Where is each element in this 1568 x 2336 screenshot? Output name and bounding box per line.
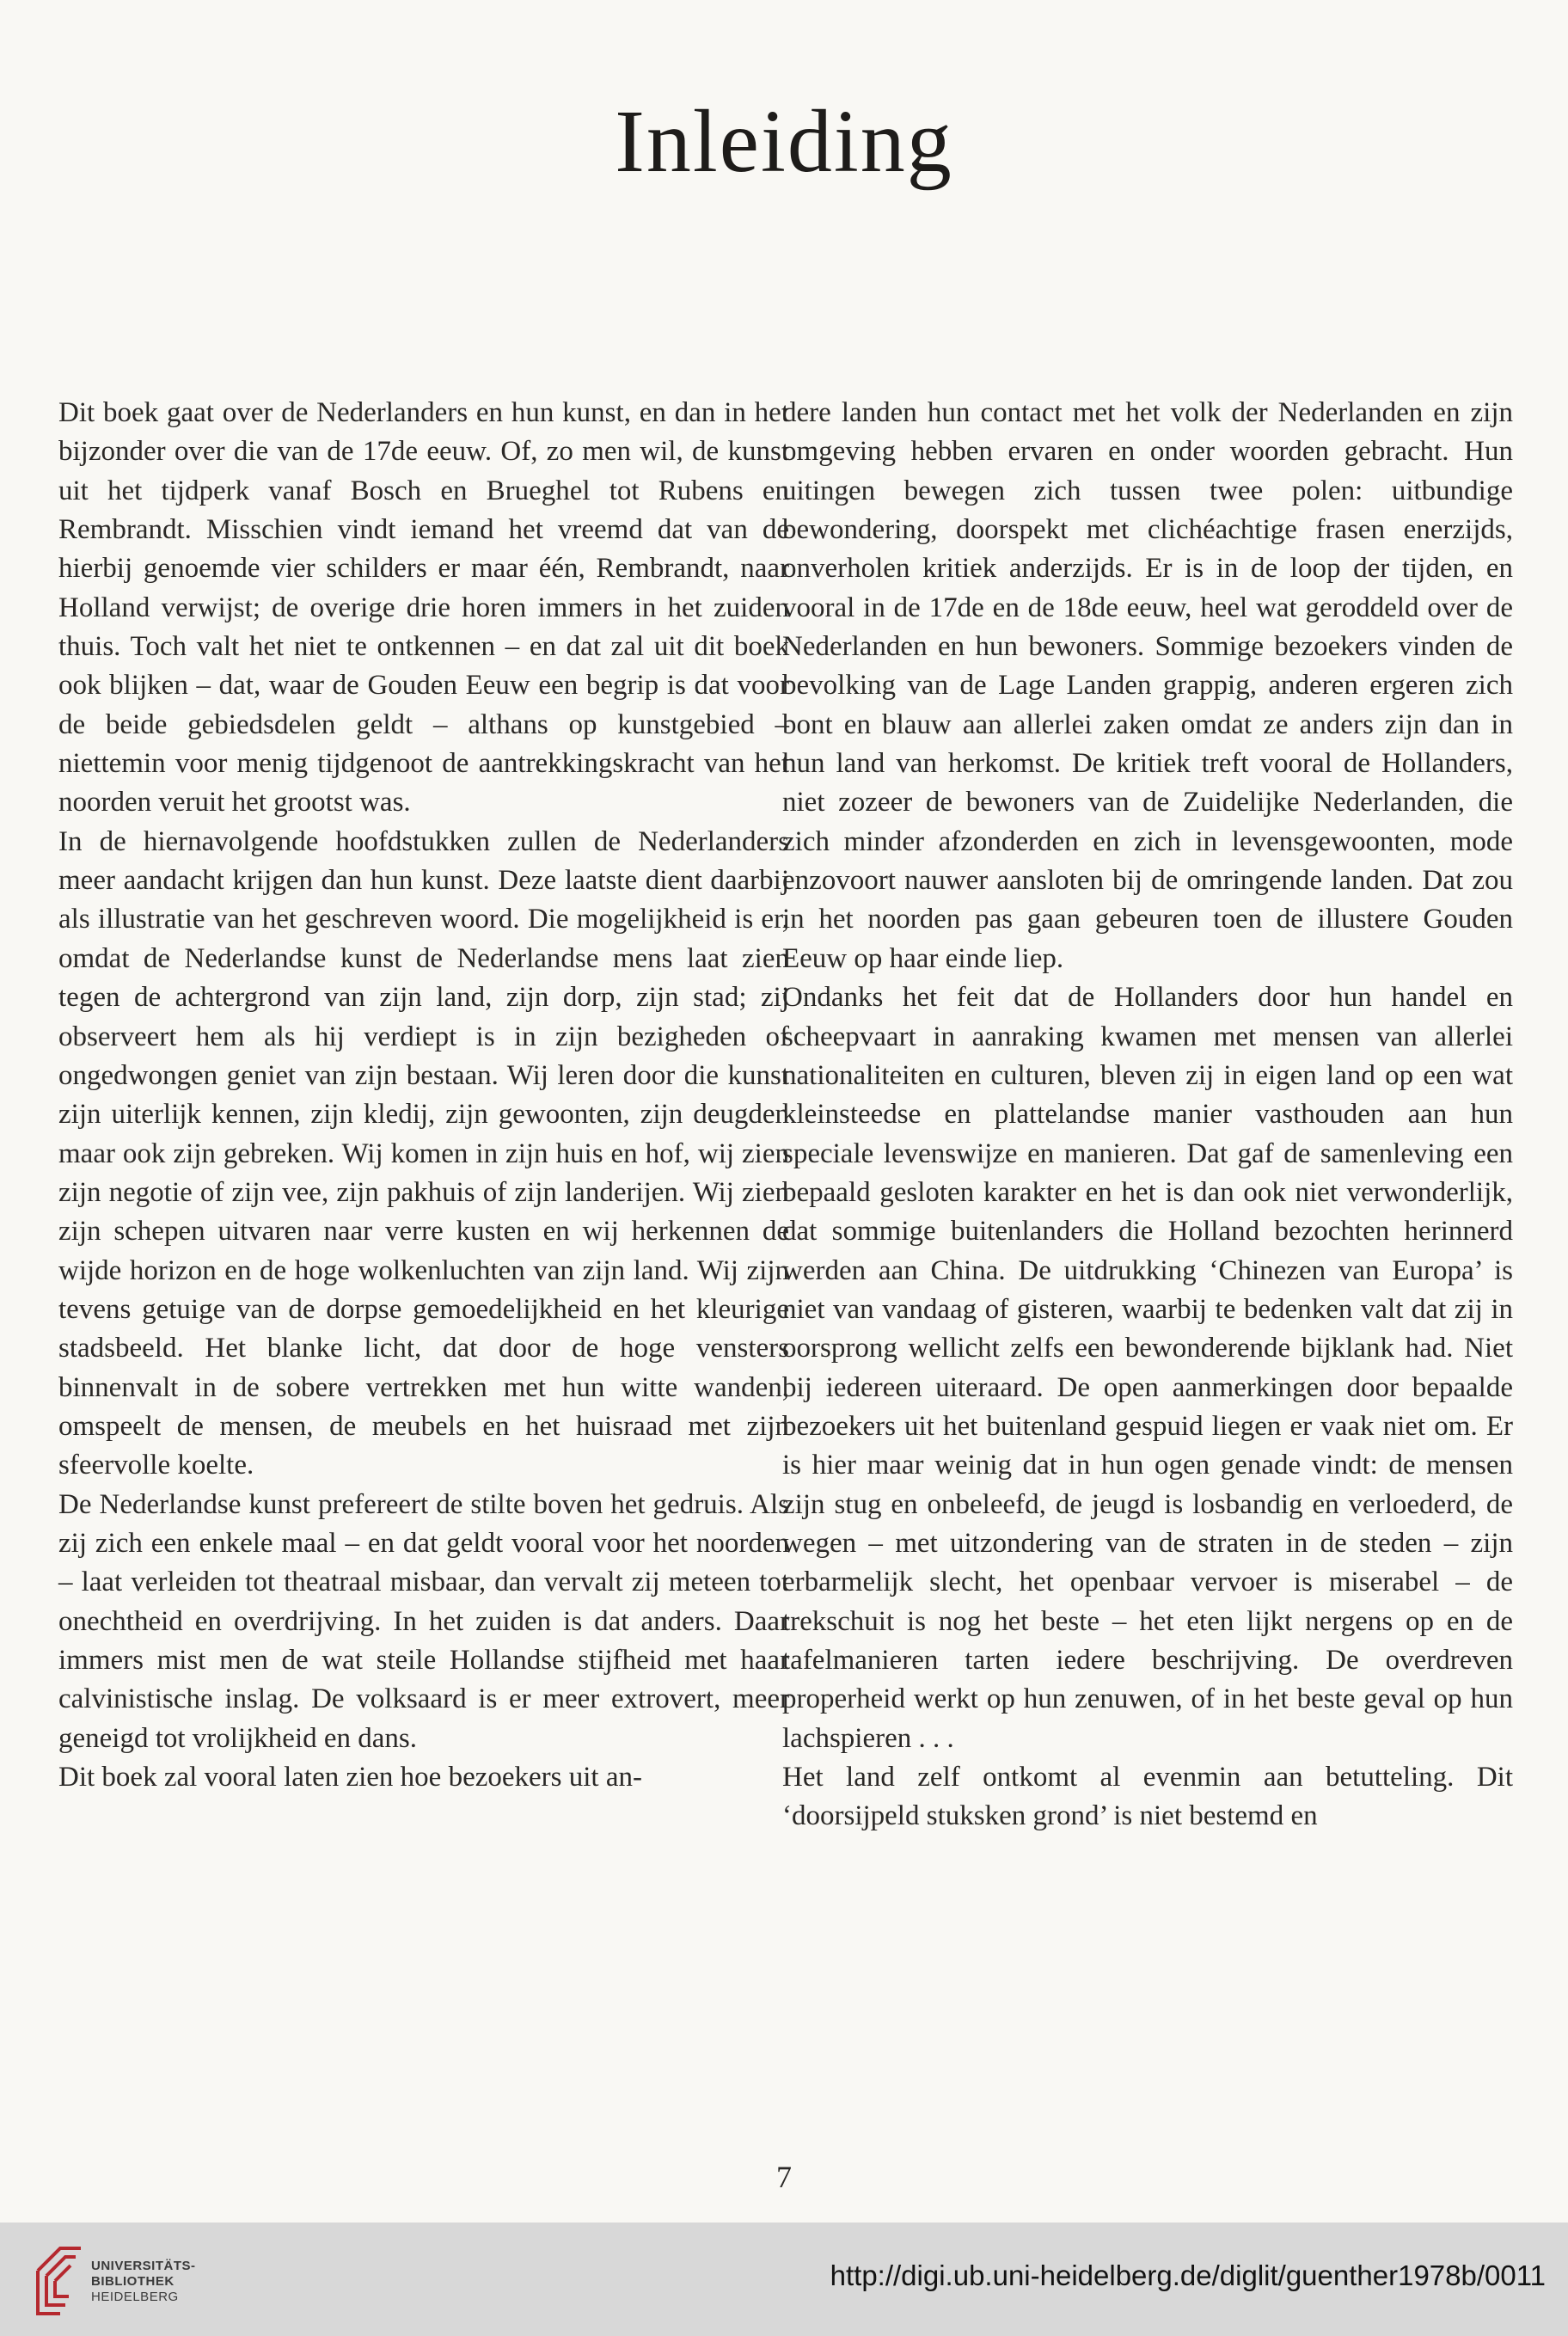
library-logo-text: [91, 2259, 196, 2305]
paragraph: dere landen hun contact met het volk der Nederlanden en zijn omgeving hebben ervaren en onder woorden gebracht. Hun uitingen bewegen zich tussen twee polen: uitbundige bewondering, doorspekt met clichéachtige frasen enerzijds, onverholen kritiek anderzijds. Er is in de loop der tijden, en vooral in de 17de en de 18de eeuw, heel wat geroddeld over de Nederlanden en hun bewoners. Sommige bezoekers vinden de bevolking van de Lage Landen grappig, anderen ergeren zich bont en blauw aan allerlei zaken omdat ze anders zijn dan in hun land van herkomst. De kritiek treft vooral de Hollanders, niet zozeer de bewoners van de Zuidelijke Nederlanden, die zich minder afzonderden en zich in levensgewoonten, mode enzovoort nauwer aansloten bij de omringende landen. Dat zou in het noorden pas gaan gebeuren toen de illustere Gouden Eeuw op haar einde liep.: [782, 397, 1513, 974]
page-title: Inleiding: [615, 92, 953, 191]
paragraph: In de hiernavolgende hoofdstukken zullen de Nederlanders meer aandacht krijgen dan hun kunst. Deze laatste dient daarbij als illustratie van het geschreven woord. Die mogelijkheid is er, omdat de Nederlandse kunst de Nederlandse mens laat zien tegen de achtergrond van zijn land, zijn dorp, zijn stad; zij observeert hem als hij verdiept is in zijn bezigheden of ongedwongen geniet van zijn bestaan. Wij leren door die kunst zijn uiterlijk kennen, zijn kledij, zijn gewoonten, zijn deugden maar ook zijn gebreken. Wij komen in zijn huis en hof, wij zien zijn negotie of zijn vee, zijn pakhuis of zijn landerijen. Wij zien zijn schepen uitvaren naar verre kusten en wij herkennen de wijde horizon en de hoge wolkenluchten van zijn land. Wij zijn tevens getuige van de dorpse gemoedelijkheid en het kleurige stadsbeeld. Het blanke licht, dat door de hoge vensters binnenvalt in de sobere vertrekken met hun witte wanden, omspeelt de mensen, de meubels en het huisraad met zijn sfeervolle koelte.: [58, 825, 789, 1481]
logo-line: BIBLIOTHEK: [91, 2274, 175, 2289]
text-column-left: [58, 394, 789, 2122]
paragraph: De Nederlandse kunst prefereert de stilte boven het gedruis. Als zij zich een enkele maal – en dat geldt vooral voor het noorden – laat verleiden tot theatraal misbaar, dan vervalt zij meteen tot onechtheid en overdrijving. In het zuiden is dat anders. Daar immers mist men de wat steile Hollandse stijfheid met haar calvinistische inslag. De volksaard is er meer extrovert, meer geneigd tot vrolijkheid en dans.: [58, 1488, 789, 1754]
footer-bar: [0, 2223, 1568, 2336]
source-url-link[interactable]: http://digi.ub.uni-heidelberg.de/diglit/guenther1978b/0011: [830, 2259, 1546, 2291]
page-number: 7: [776, 2160, 792, 2194]
text-column-right: [782, 394, 1513, 2122]
logo-line: UNIVERSITÄTS-: [91, 2259, 196, 2273]
paragraph: Het land zelf ontkomt al evenmin aan betutteling. Dit ‘doorsijpeld stuksken grond’ is niet bestemd en: [782, 1762, 1513, 1832]
paragraph: Dit boek gaat over de Nederlanders en hun kunst, en dan in het bijzonder over die van de 17de eeuw. Of, zo men wil, de kunst uit het tijdperk vanaf Bosch en Brueghel tot Rubens en Rembrandt. Misschien vindt iemand het vreemd dat van de hierbij genoemde vier schilders er maar één, Rembrandt, naar Holland verwijst; de overige drie horen immers in het zuiden thuis. Toch valt het niet te ontkennen – en dat zal uit dit boek ook blijken – dat, waar de Gouden Eeuw een begrip is dat voor de beide gebiedsdelen geldt – althans op kunstgebied – niettemin voor menig tijdgenoot de aantrekkingskracht van het noorden veruit het grootst was.: [58, 397, 789, 819]
logo-line: HEIDELBERG: [91, 2290, 179, 2304]
paragraph: Dit boek zal vooral laten zien hoe bezoekers uit an-: [58, 1762, 642, 1793]
library-logo-icon: [34, 2245, 84, 2317]
paragraph: Ondanks het feit dat de Hollanders door hun handel en scheepvaart in aanraking kwamen met mensen van allerlei nationaliteiten en culturen, bleven zij in eigen land op een wat kleinsteedse en plattelandse manier vasthouden aan hun speciale levenswijze en manieren. Dat gaf de samenleving een bepaald gesloten karakter en het is dan ook niet verwonderlijk, dat sommige buitenlanders die Holland bezochten herinnerd werden aan China. De uitdrukking ‘Chinezen van Europa’ is niet van vandaag of gisteren, waarbij te bedenken valt dat zij in oorsprong wellicht zelfs een bewonderende bijklank had. Niet bij iedereen uiteraard. De open aanmerkingen door bepaalde bezoekers uit het buitenland gespuid liegen er vaak niet om. Er is hier maar weinig dat in hun ogen genade vindt: de mensen zijn stug en onbeleefd, de jeugd is losbandig en verloederd, de wegen – met uitzondering van de straten in de steden – zijn erbarmelijk slecht, het openbaar vervoer is miserabel – de trekschuit is nog het beste – het eten lijkt nergens op en de tafelmanieren tarten iedere beschrijving. De overdreven properheid werkt op hun zenuwen, of in het beste geval op hun lachspieren . . .: [782, 982, 1513, 1754]
library-logo[interactable]: [34, 2238, 275, 2324]
